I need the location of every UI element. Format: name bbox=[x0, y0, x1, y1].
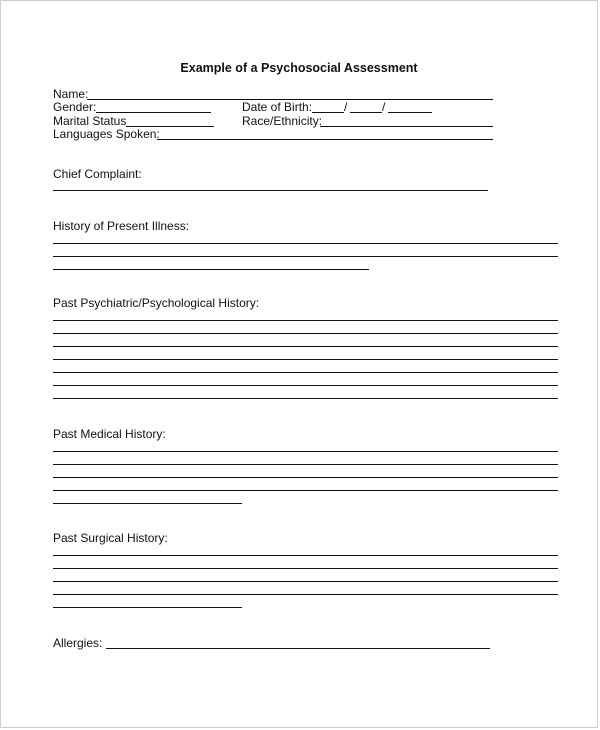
gender-field[interactable] bbox=[96, 112, 211, 113]
marital-status-label: Marital Status bbox=[53, 114, 127, 128]
psychiatric-history-line[interactable] bbox=[53, 346, 558, 347]
surgical-history-line[interactable] bbox=[53, 594, 558, 595]
chief-complaint-label: Chief Complaint: bbox=[53, 167, 142, 181]
psychiatric-history-line[interactable] bbox=[53, 359, 558, 360]
present-illness-label: History of Present Illness: bbox=[53, 219, 190, 233]
psychiatric-history-line[interactable] bbox=[53, 372, 558, 373]
medical-history-line[interactable] bbox=[53, 464, 558, 465]
dob-separator: / bbox=[382, 100, 386, 114]
dob-separator: / bbox=[344, 100, 348, 114]
surgical-history-label: Past Surgical History: bbox=[53, 531, 168, 545]
surgical-history-line[interactable] bbox=[53, 607, 242, 608]
present-illness-line[interactable] bbox=[53, 269, 369, 270]
dob-day-field[interactable] bbox=[350, 112, 382, 113]
dob-label: Date of Birth: bbox=[242, 100, 313, 114]
medical-history-line[interactable] bbox=[53, 503, 242, 504]
psychiatric-history-line[interactable] bbox=[53, 320, 558, 321]
race-ethnicity-label: Race/Ethnicity: bbox=[242, 114, 323, 128]
dob-year-field[interactable] bbox=[388, 112, 432, 113]
psychiatric-history-line[interactable] bbox=[53, 333, 558, 334]
allergies-label: Allergies: bbox=[53, 636, 103, 650]
page-title: Example of a Psychosocial Assessment bbox=[180, 61, 418, 75]
psychiatric-history-label: Past Psychiatric/Psychological History: bbox=[53, 296, 260, 310]
surgical-history-line[interactable] bbox=[53, 581, 558, 582]
medical-history-line[interactable] bbox=[53, 451, 558, 452]
present-illness-line[interactable] bbox=[53, 243, 558, 244]
surgical-history-line[interactable] bbox=[53, 568, 558, 569]
name-label: Name: bbox=[53, 87, 89, 101]
gender-label: Gender: bbox=[53, 100, 97, 114]
psychiatric-history-line[interactable] bbox=[53, 398, 558, 399]
languages-label: Languages Spoken: bbox=[53, 127, 160, 141]
medical-history-line[interactable] bbox=[53, 477, 558, 478]
psychiatric-history-line[interactable] bbox=[53, 385, 558, 386]
chief-complaint-line[interactable] bbox=[53, 190, 488, 191]
surgical-history-line[interactable] bbox=[53, 555, 558, 556]
medical-history-label: Past Medical History: bbox=[53, 427, 166, 441]
race-ethnicity-field[interactable] bbox=[320, 126, 493, 127]
medical-history-line[interactable] bbox=[53, 490, 558, 491]
allergies-field[interactable] bbox=[106, 648, 490, 649]
present-illness-line[interactable] bbox=[53, 256, 558, 257]
dob-month-field[interactable] bbox=[312, 112, 344, 113]
languages-field[interactable] bbox=[157, 139, 493, 140]
